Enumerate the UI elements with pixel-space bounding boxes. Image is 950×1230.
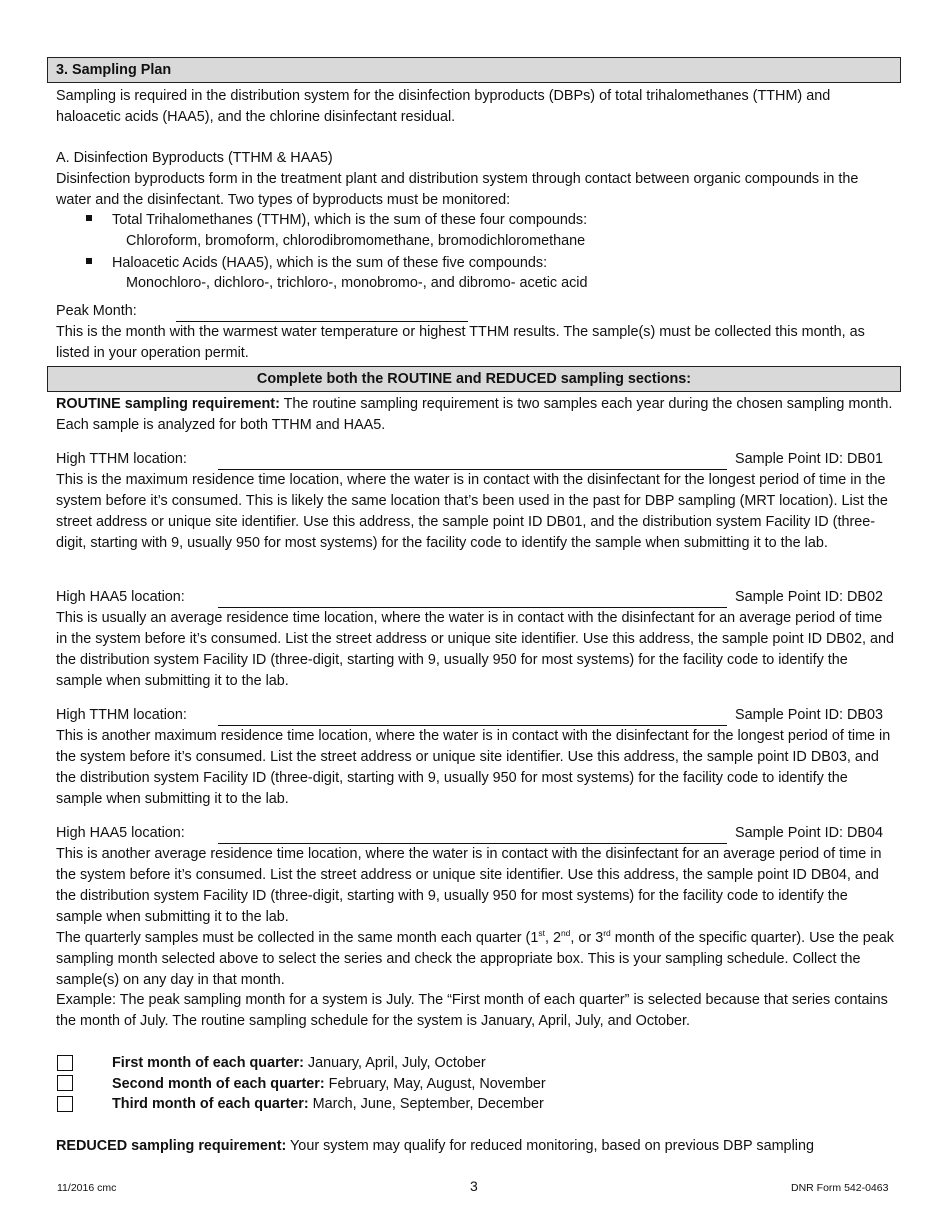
ordinal-suffix: st [538,928,545,939]
option-months: March, June, September, December [308,1096,544,1112]
bullet-icon [86,258,92,264]
footer-date: 11/2016 cmc [57,1182,117,1194]
section-header [47,57,901,83]
option-months: February, May, August, November [324,1076,546,1092]
bullet-tthm-compounds: Chloroform, bromoform, chlorodibromomethane, bromodichloromethane [126,233,586,249]
first-month-option [112,1053,486,1074]
bullet-icon [86,215,92,221]
option-label: Third month of each quarter: [112,1096,309,1112]
sections-header [47,366,901,392]
quarterly-text: The quarterly samples must be collected in the same month each quarter (1 [56,930,539,946]
intro-paragraph: Sampling is required in the distribution system for the disinfection byproducts (DBPs) of total trihalomethanes (TTHM) and haloacetic acids (HAA5), and the chlorine disinfectant residual. [56,88,831,125]
example-paragraph: Example: The peak sampling month for a system is July. The “First month of each quarter” is selected because that series contains the month of July. The routine sampling schedule for the system is January, April, July, and October. [56,992,888,1029]
sections-title: Complete both the ROUTINE and REDUCED sampling sections: [256,371,692,387]
ordinal-suffix: rd [603,928,611,939]
location-label: High HAA5 location: [56,825,185,841]
part-a-paragraph: Disinfection byproducts form in the treatment plant and distribution system through contact between organic compounds in the water and the disinfectant. Two types of byproducts must be monitored: [56,171,859,208]
location-label: High HAA5 location: [56,589,185,605]
location-label: High TTHM location: [56,451,187,467]
ordinal-suffix: nd [560,928,571,939]
second-month-option [112,1074,546,1095]
reduced-text: Your system may qualify for reduced monitoring, based on previous DBP sampling [286,1138,814,1154]
quarterly-paragraph [56,928,896,991]
routine-paragraph [56,394,896,436]
bullet-tthm-label: Total Trihalomethanes (TTHM), which is the sum of these four compounds: [112,212,588,228]
part-a-heading: A. Disinfection Byproducts (TTHM & HAA5) [56,150,333,166]
quarterly-text: , or 3 [570,930,604,946]
second-month-checkbox[interactable] [57,1075,73,1091]
form-number: DNR Form 542-0463 [791,1182,889,1194]
sample-point-id: Sample Point ID: DB01 [735,451,883,467]
bullet-haa5-compounds: Monochloro-, dichloro-, trichloro-, monobromo-, and dibromo- acetic acid [126,275,588,291]
bullet-haa5-label: Haloacetic Acids (HAA5), which is the sum of these five compounds: [112,255,548,271]
routine-text: The routine sampling requirement is two samples each year during the chosen sampling month. Each sample is analyzed for both TTHM and HAA5. [56,396,893,433]
peak-month-label: Peak Month: [56,303,137,319]
option-months: January, April, July, October [303,1055,486,1071]
quarterly-text: month of the specific quarter). Use the peak sampling month selected above to select the series and check the appropriate box. This is your sampling schedule. Collect the sample(s) on any day in that month. [56,930,894,988]
option-label: Second month of each quarter: [112,1076,325,1092]
location-paragraph: This is usually an average residence time location, where the water is in contact with the disinfectant for an average period of time in the system before it’s consumed. List the street address or unique site identifier. Use this address, the sample point ID DB02, and the distribution system Facility ID (three-digit, starting with 9, usually 950 for most systems) for the facility code to identify the sample when submitting it to the lab. [56,610,895,689]
reduced-label: REDUCED sampling requirement: [56,1138,287,1154]
routine-label: ROUTINE sampling requirement: [56,396,280,412]
location-paragraph: This is another average residence time location, where the water is in contact with the disinfectant for an average period of time in the system before it’s consumed. List the street address or unique site identifier. Use this address, the sample point ID DB04, and the distribution system Facility ID (three-digit, starting with 9, usually 950 for most systems) for the facility code to identify the sample when submitting it to the lab. [56,846,882,925]
option-label: First month of each quarter: [112,1055,304,1071]
third-month-checkbox[interactable] [57,1096,73,1112]
sample-point-id: Sample Point ID: DB04 [735,825,883,841]
sample-point-id: Sample Point ID: DB02 [735,589,883,605]
first-month-checkbox[interactable] [57,1055,73,1071]
peak-month-paragraph: This is the month with the warmest water temperature or highest TTHM results. The sample(s) must be collected this month, as listed in your operation permit. [56,324,865,361]
reduced-paragraph [56,1136,896,1157]
sample-point-id: Sample Point ID: DB03 [735,707,883,723]
section-title: 3. Sampling Plan [56,62,172,78]
page-number: 3 [470,1178,478,1194]
location-paragraph: This is another maximum residence time location, where the water is in contact with the disinfectant for the longest period of time in the system before it’s consumed. List the street address or unique site identifier. Use this address, the sample point ID DB03, and the distribution system Facility ID (three-digit, starting with 9, usually 950 for most systems) for the facility code to identify the sample when submitting it to the lab. [56,728,891,807]
location-paragraph: This is the maximum residence time location, where the water is in contact with the disinfectant for the longest period of time in the system before it’s consumed. This is likely the same location that’s been used in the past for DBP sampling (MRT location). List the street address or unique site identifier. Use this address, the sample point ID DB01, and the distribution system Facility ID (three-digit, starting with 9, usually 950 for most systems) for the facility code to identify the sample when submitting it to the lab. [56,472,888,551]
location-label: High TTHM location: [56,707,187,723]
third-month-option [112,1094,544,1115]
quarterly-text: , 2 [544,930,561,946]
